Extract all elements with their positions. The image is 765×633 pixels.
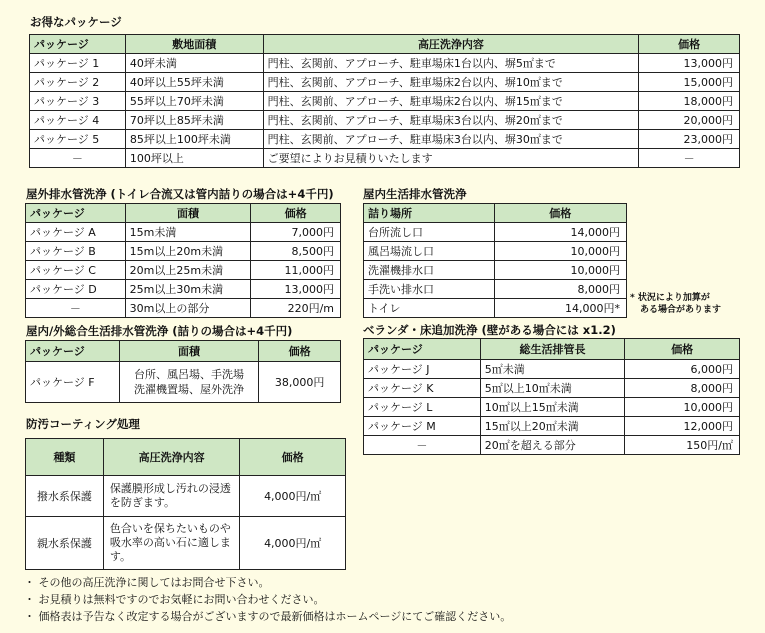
header-cleaning-content: 高圧洗浄内容 (103, 439, 239, 476)
table-row (26, 242, 341, 261)
table-row (26, 261, 341, 280)
table-row (364, 436, 740, 455)
area: 20m以上25m未満 (125, 261, 251, 280)
area: 15m以上20m未満 (125, 242, 251, 261)
area: 15m未満 (125, 223, 251, 242)
cleaning-content: 門柱、玄関前、アプローチ、駐車場床1台以内、塀5㎡まで (263, 54, 639, 73)
price: 150円/㎡ (625, 436, 740, 455)
header-area: 面積 (119, 341, 259, 362)
header-type: 種類 (26, 439, 104, 476)
price: 13,000円 (251, 280, 341, 299)
package-name: パッケージ F (26, 362, 120, 403)
header-package: パッケージ (364, 339, 481, 360)
pipe-length: 10㎡以上15㎡未満 (480, 398, 625, 417)
coating-type: 撥水系保護 (26, 476, 104, 517)
table-header-row (30, 35, 740, 54)
site-area: 55坪以上70坪未満 (125, 92, 263, 111)
veranda-table (363, 338, 740, 455)
table-row (26, 223, 341, 242)
table-row (26, 476, 346, 517)
site-area: 40坪以上55坪未満 (125, 73, 263, 92)
header-package: パッケージ (26, 341, 120, 362)
area-cell (119, 362, 259, 403)
clog-location: トイレ (364, 299, 495, 318)
table-row (30, 111, 740, 130)
table-row (30, 54, 740, 73)
table-row (26, 362, 341, 403)
package-name: パッケージ 2 (30, 73, 126, 92)
coating-type: 親水系保護 (26, 517, 104, 570)
area: 30m以上の部分 (125, 299, 251, 318)
table-header-row (364, 339, 740, 360)
price: 10,000円 (494, 242, 626, 261)
price: 4,000円/㎡ (240, 476, 346, 517)
pipe-length: 5㎡未満 (480, 360, 625, 379)
cleaning-content: 門柱、玄関前、アプローチ、駐車場床3台以内、塀30㎡まで (263, 130, 639, 149)
site-area: 100坪以上 (125, 149, 263, 168)
cleaning-content: 門柱、玄関前、アプローチ、駐車場床3台以内、塀20㎡まで (263, 111, 639, 130)
veranda-title: ベランダ・床追加洗浄 (壁がある場合には x1.2) (363, 323, 616, 337)
package-name: パッケージ B (26, 242, 126, 261)
header-price: 価格 (259, 341, 341, 362)
table-row (364, 242, 627, 261)
package-name: パッケージ A (26, 223, 126, 242)
coating-title: 防汚コーティング処理 (26, 417, 140, 431)
price: 220円/m (251, 299, 341, 318)
combined-drain-table (25, 340, 341, 403)
table-header-row (364, 204, 627, 223)
main-package-table (29, 34, 740, 168)
table-row (364, 261, 627, 280)
indoor-drain-table (363, 203, 627, 318)
package-name: － (364, 436, 481, 455)
table-row (30, 149, 740, 168)
indoor-drain-title: 屋内生活排水管洗浄 (363, 187, 467, 201)
surcharge-note-line: * 状況により加算が (630, 293, 710, 303)
pipe-length: 20㎡を超える部分 (480, 436, 625, 455)
table-header-row (26, 439, 346, 476)
surcharge-note-line: ある場合があります (640, 305, 722, 315)
table-row (364, 398, 740, 417)
table-row (364, 299, 627, 318)
table-row (30, 92, 740, 111)
price: 4,000円/㎡ (240, 517, 346, 570)
table-row (364, 417, 740, 436)
price: 12,000円 (625, 417, 740, 436)
header-pipe-length: 総生活排管長 (480, 339, 625, 360)
cleaning-content: 門柱、玄関前、アプローチ、駐車場床2台以内、塀10㎡まで (263, 73, 639, 92)
table-row (30, 130, 740, 149)
pipe-length: 15㎡以上20㎡未満 (480, 417, 625, 436)
footer-note: ・ その他の高圧洗浄に関してはお問合せ下さい。 (24, 576, 270, 589)
table-row (364, 223, 627, 242)
coating-description: 色合いを保ちたいものや吸水率の高い石に適します。 (103, 517, 239, 570)
clog-location: 台所流し口 (364, 223, 495, 242)
package-name: パッケージ 3 (30, 92, 126, 111)
coating-table (25, 438, 346, 570)
header-area: 面積 (125, 204, 251, 223)
table-row (26, 299, 341, 318)
price: 23,000円 (639, 130, 740, 149)
header-site-area: 敷地面積 (125, 35, 263, 54)
clog-location: 手洗い排水口 (364, 280, 495, 299)
package-name: パッケージ 4 (30, 111, 126, 130)
table-row (364, 379, 740, 398)
package-name: パッケージ L (364, 398, 481, 417)
pipe-length: 5㎡以上10㎡未満 (480, 379, 625, 398)
price: 8,000円 (625, 379, 740, 398)
price: 8,500円 (251, 242, 341, 261)
price: 10,000円 (625, 398, 740, 417)
table-header-row (26, 341, 341, 362)
package-name: パッケージ D (26, 280, 126, 299)
header-price: 価格 (494, 204, 626, 223)
price: 11,000円 (251, 261, 341, 280)
package-name: パッケージ 1 (30, 54, 126, 73)
price: 14,000円* (494, 299, 626, 318)
combined-drain-title: 屋内/外総合生活排水管洗浄 (詰りの場合は+4千円) (26, 324, 293, 338)
site-area: 40坪未満 (125, 54, 263, 73)
table-row (364, 280, 627, 299)
header-price: 価格 (639, 35, 740, 54)
area-line: 台所、風呂場、手洗場 (134, 368, 244, 381)
clog-location: 洗濯機排水口 (364, 261, 495, 280)
package-name: パッケージ C (26, 261, 126, 280)
package-name: － (26, 299, 126, 318)
price: 6,000円 (625, 360, 740, 379)
table-header-row (26, 204, 341, 223)
site-area: 70坪以上85坪未満 (125, 111, 263, 130)
site-area: 85坪以上100坪未満 (125, 130, 263, 149)
area-line: 洗濯機置場、屋外洗浄 (134, 383, 244, 396)
table-row (30, 73, 740, 92)
price: 14,000円 (494, 223, 626, 242)
header-price: 価格 (251, 204, 341, 223)
price: 13,000円 (639, 54, 740, 73)
package-name: パッケージ K (364, 379, 481, 398)
table-row (26, 517, 346, 570)
package-name: パッケージ J (364, 360, 481, 379)
footer-note: ・ お見積りは無料ですのでお気軽にお問い合わせください。 (24, 593, 325, 606)
package-name: パッケージ 5 (30, 130, 126, 149)
cleaning-content: ご要望によりお見積りいたします (263, 149, 639, 168)
header-cleaning-content: 高圧洗浄内容 (263, 35, 639, 54)
surcharge-note (630, 292, 721, 316)
price: 18,000円 (639, 92, 740, 111)
header-clog-location: 詰り場所 (364, 204, 495, 223)
area: 25m以上30m未満 (125, 280, 251, 299)
price: 7,000円 (251, 223, 341, 242)
coating-description: 保護膜形成し汚れの浸透を防ぎます。 (103, 476, 239, 517)
price: 8,000円 (494, 280, 626, 299)
header-price: 価格 (625, 339, 740, 360)
footer-notes (24, 574, 511, 625)
main-package-title: お得なパッケージ (30, 15, 122, 29)
table-row (26, 280, 341, 299)
outdoor-drain-title: 屋外排水管洗浄 (トイレ合流又は管内詰りの場合は+4千円) (26, 187, 334, 201)
price: 38,000円 (259, 362, 341, 403)
clog-location: 風呂場流し口 (364, 242, 495, 261)
package-name: パッケージ M (364, 417, 481, 436)
table-row (364, 360, 740, 379)
price: － (639, 149, 740, 168)
outdoor-drain-table (25, 203, 341, 318)
header-price: 価格 (240, 439, 346, 476)
header-package: パッケージ (30, 35, 126, 54)
footer-note: ・ 価格表は予告なく改定する場合がございますので最新価格はホームページにてご確認ください。 (24, 610, 512, 623)
cleaning-content: 門柱、玄関前、アプローチ、駐車場床2台以内、塀15㎡まで (263, 92, 639, 111)
price: 20,000円 (639, 111, 740, 130)
price: 15,000円 (639, 73, 740, 92)
package-name: － (30, 149, 126, 168)
header-package: パッケージ (26, 204, 126, 223)
price: 10,000円 (494, 261, 626, 280)
